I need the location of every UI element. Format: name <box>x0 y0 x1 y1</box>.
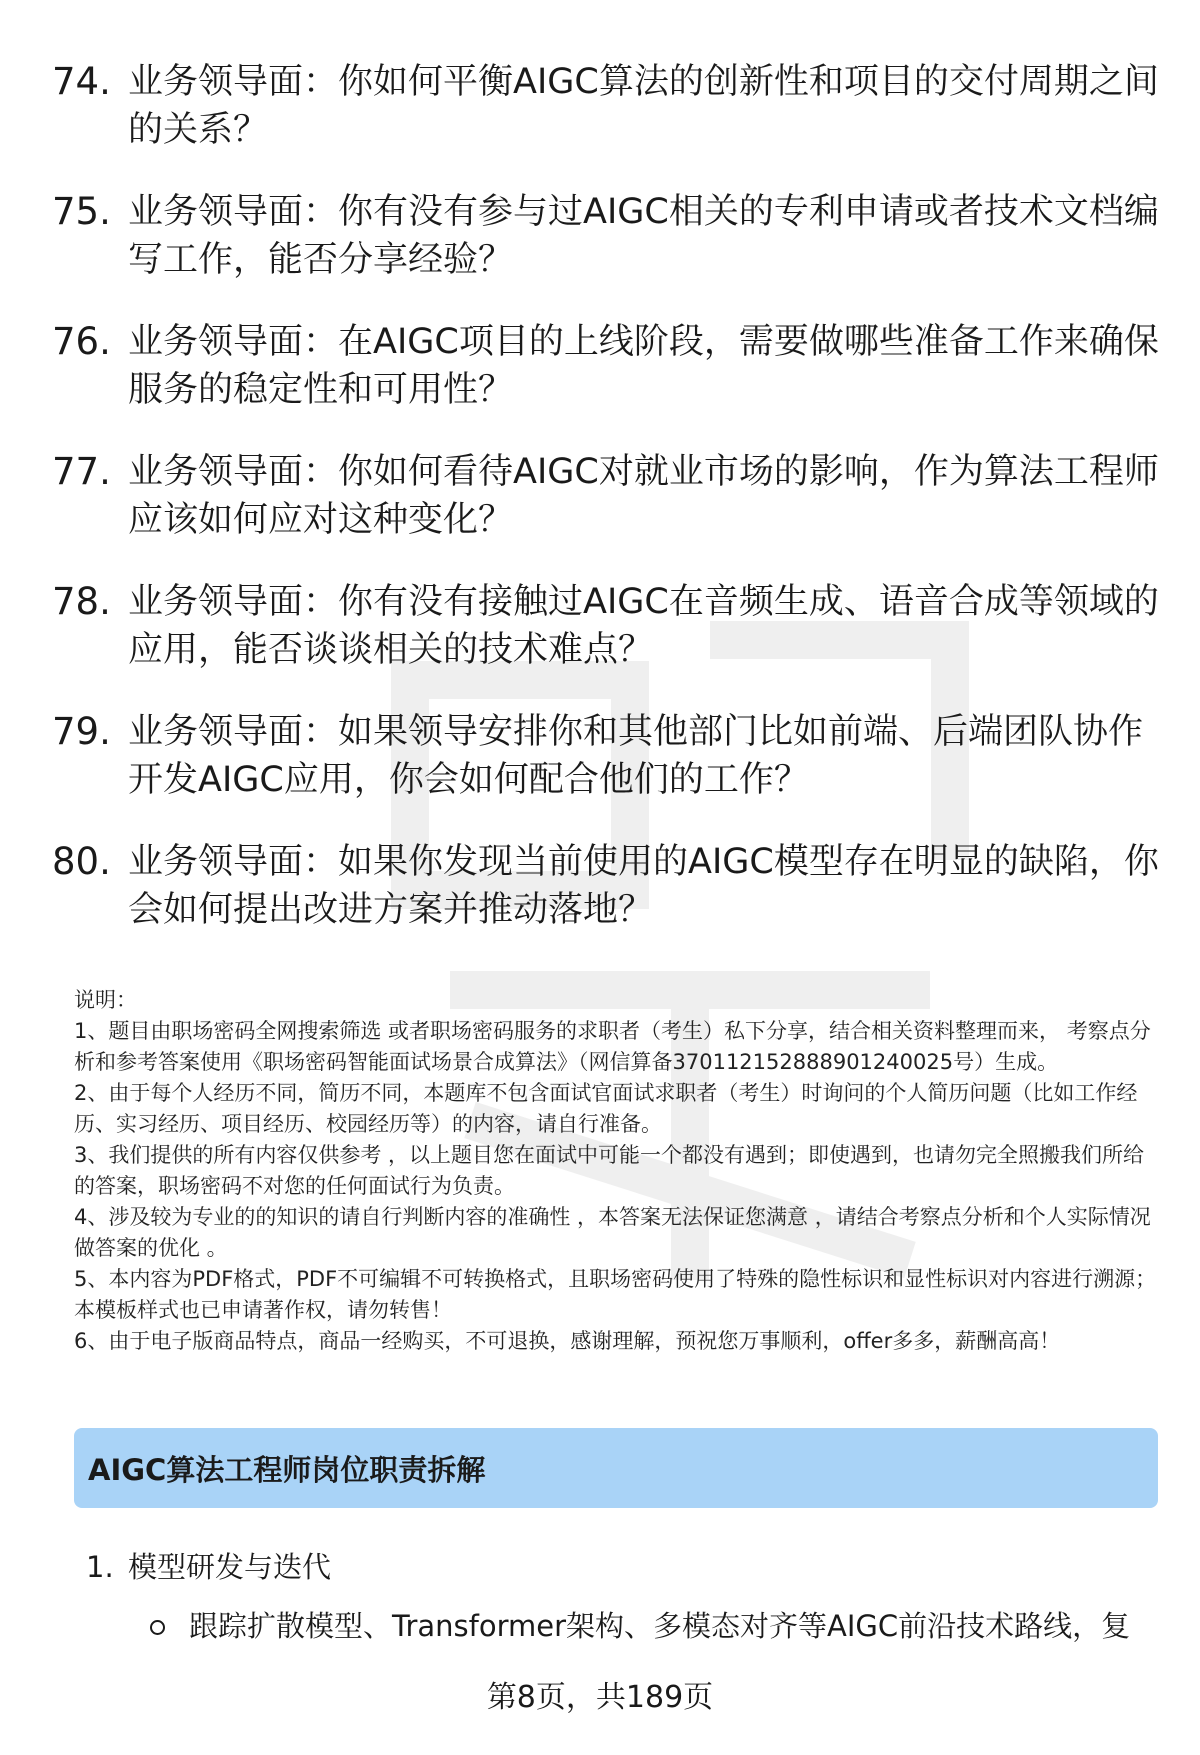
page-number: 第8页，共189页 <box>486 1680 714 1715</box>
section-header <box>74 1428 1158 1508</box>
bullet-circle-icon <box>150 1620 165 1635</box>
question-number: 74. <box>52 60 111 103</box>
note-item: 2、由于每个人经历不同，简历不同，本题库不包含面试官面试求职者（考生）时询问的个人简历问题（比如工作经历、实习经历、项目经历、校园经历等）的内容，请自行准备。 <box>74 1081 1138 1136</box>
question-text: 业务领导面：如果你发现当前使用的AIGC模型存在明显的缺陷，你会如何提出改进方案并推动落地？ <box>128 842 1159 930</box>
notes-heading: 说明： <box>74 988 137 1012</box>
duty-number: 1. <box>86 1550 114 1584</box>
question-text: 业务领导面：你如何看待AIGC对就业市场的影响，作为算法工程师应该如何应对这种变化？ <box>128 452 1159 540</box>
duty-bullet <box>150 1604 1160 1648</box>
note-item: 5、本内容为PDF格式，PDF不可编辑不可转换格式，且职场密码使用了特殊的隐性标识和显性标识对内容进行溯源；本模板样式也已申请著作权，请勿转售！ <box>74 1267 1157 1322</box>
duty-item <box>86 1545 331 1589</box>
question-item <box>52 838 1162 934</box>
question-text: 业务领导面：你有没有参与过AIGC相关的专利申请或者技术文档编写工作，能否分享经验？ <box>128 192 1159 280</box>
question-text: 业务领导面：如果领导安排你和其他部门比如前端、后端团队协作开发AIGC应用，你会如何配合他们的工作？ <box>128 712 1144 800</box>
question-number: 76. <box>52 320 111 363</box>
question-text: 业务领导面：在AIGC项目的上线阶段，需要做哪些准备工作来确保服务的稳定性和可用性？ <box>128 322 1159 410</box>
question-item <box>52 578 1162 674</box>
duty-bullet-text: 跟踪扩散模型、Transformer架构、多模态对齐等AIGC前沿技术路线，复 <box>189 1609 1131 1643</box>
question-number: 79. <box>52 710 111 753</box>
question-text: 业务领导面：你有没有接触过AIGC在音频生成、语音合成等领域的应用，能否谈谈相关的技术难点？ <box>128 582 1159 670</box>
duty-title: 模型研发与迭代 <box>128 1550 332 1584</box>
note-item: 4、涉及较为专业的的知识的请自行判断内容的准确性 ，本答案无法保证您满意 ，请结合考察点分析和个人实际情况做答案的优化 。 <box>74 1205 1151 1260</box>
note-item: 1、题目由职场密码全网搜索筛选 或者职场密码服务的求职者（考生）私下分享，结合相关资料整理而来， 考察点分析和参考答案使用《职场密码智能面试场景合成算法》（网信算备370112152888901240025号）生成。 <box>74 1019 1151 1074</box>
question-item <box>52 448 1162 544</box>
question-item <box>52 188 1162 284</box>
question-number: 78. <box>52 580 111 623</box>
question-text: 业务领导面：你如何平衡AIGC算法的创新性和项目的交付周期之间的关系？ <box>128 62 1159 150</box>
question-number: 75. <box>52 190 111 233</box>
section-title: AIGC算法工程师岗位职责拆解 <box>88 1452 486 1487</box>
question-item <box>52 318 1162 414</box>
note-item: 6、由于电子版商品特点，商品一经购买，不可退换，感谢理解，预祝您万事顺利，offer多多，薪酬高高！ <box>74 1329 1061 1353</box>
note-item: 3、我们提供的所有内容仅供参考 ，以上题目您在面试中可能一个都没有遇到；即使遇到，也请勿完全照搬我们所给的答案，职场密码不对您的任何面试行为负责。 <box>74 1143 1145 1198</box>
question-item <box>52 58 1162 154</box>
question-number: 77. <box>52 450 111 493</box>
question-list <box>52 58 1162 968</box>
notes-block <box>74 985 1164 1357</box>
question-number: 80. <box>52 840 111 883</box>
question-item <box>52 708 1162 804</box>
